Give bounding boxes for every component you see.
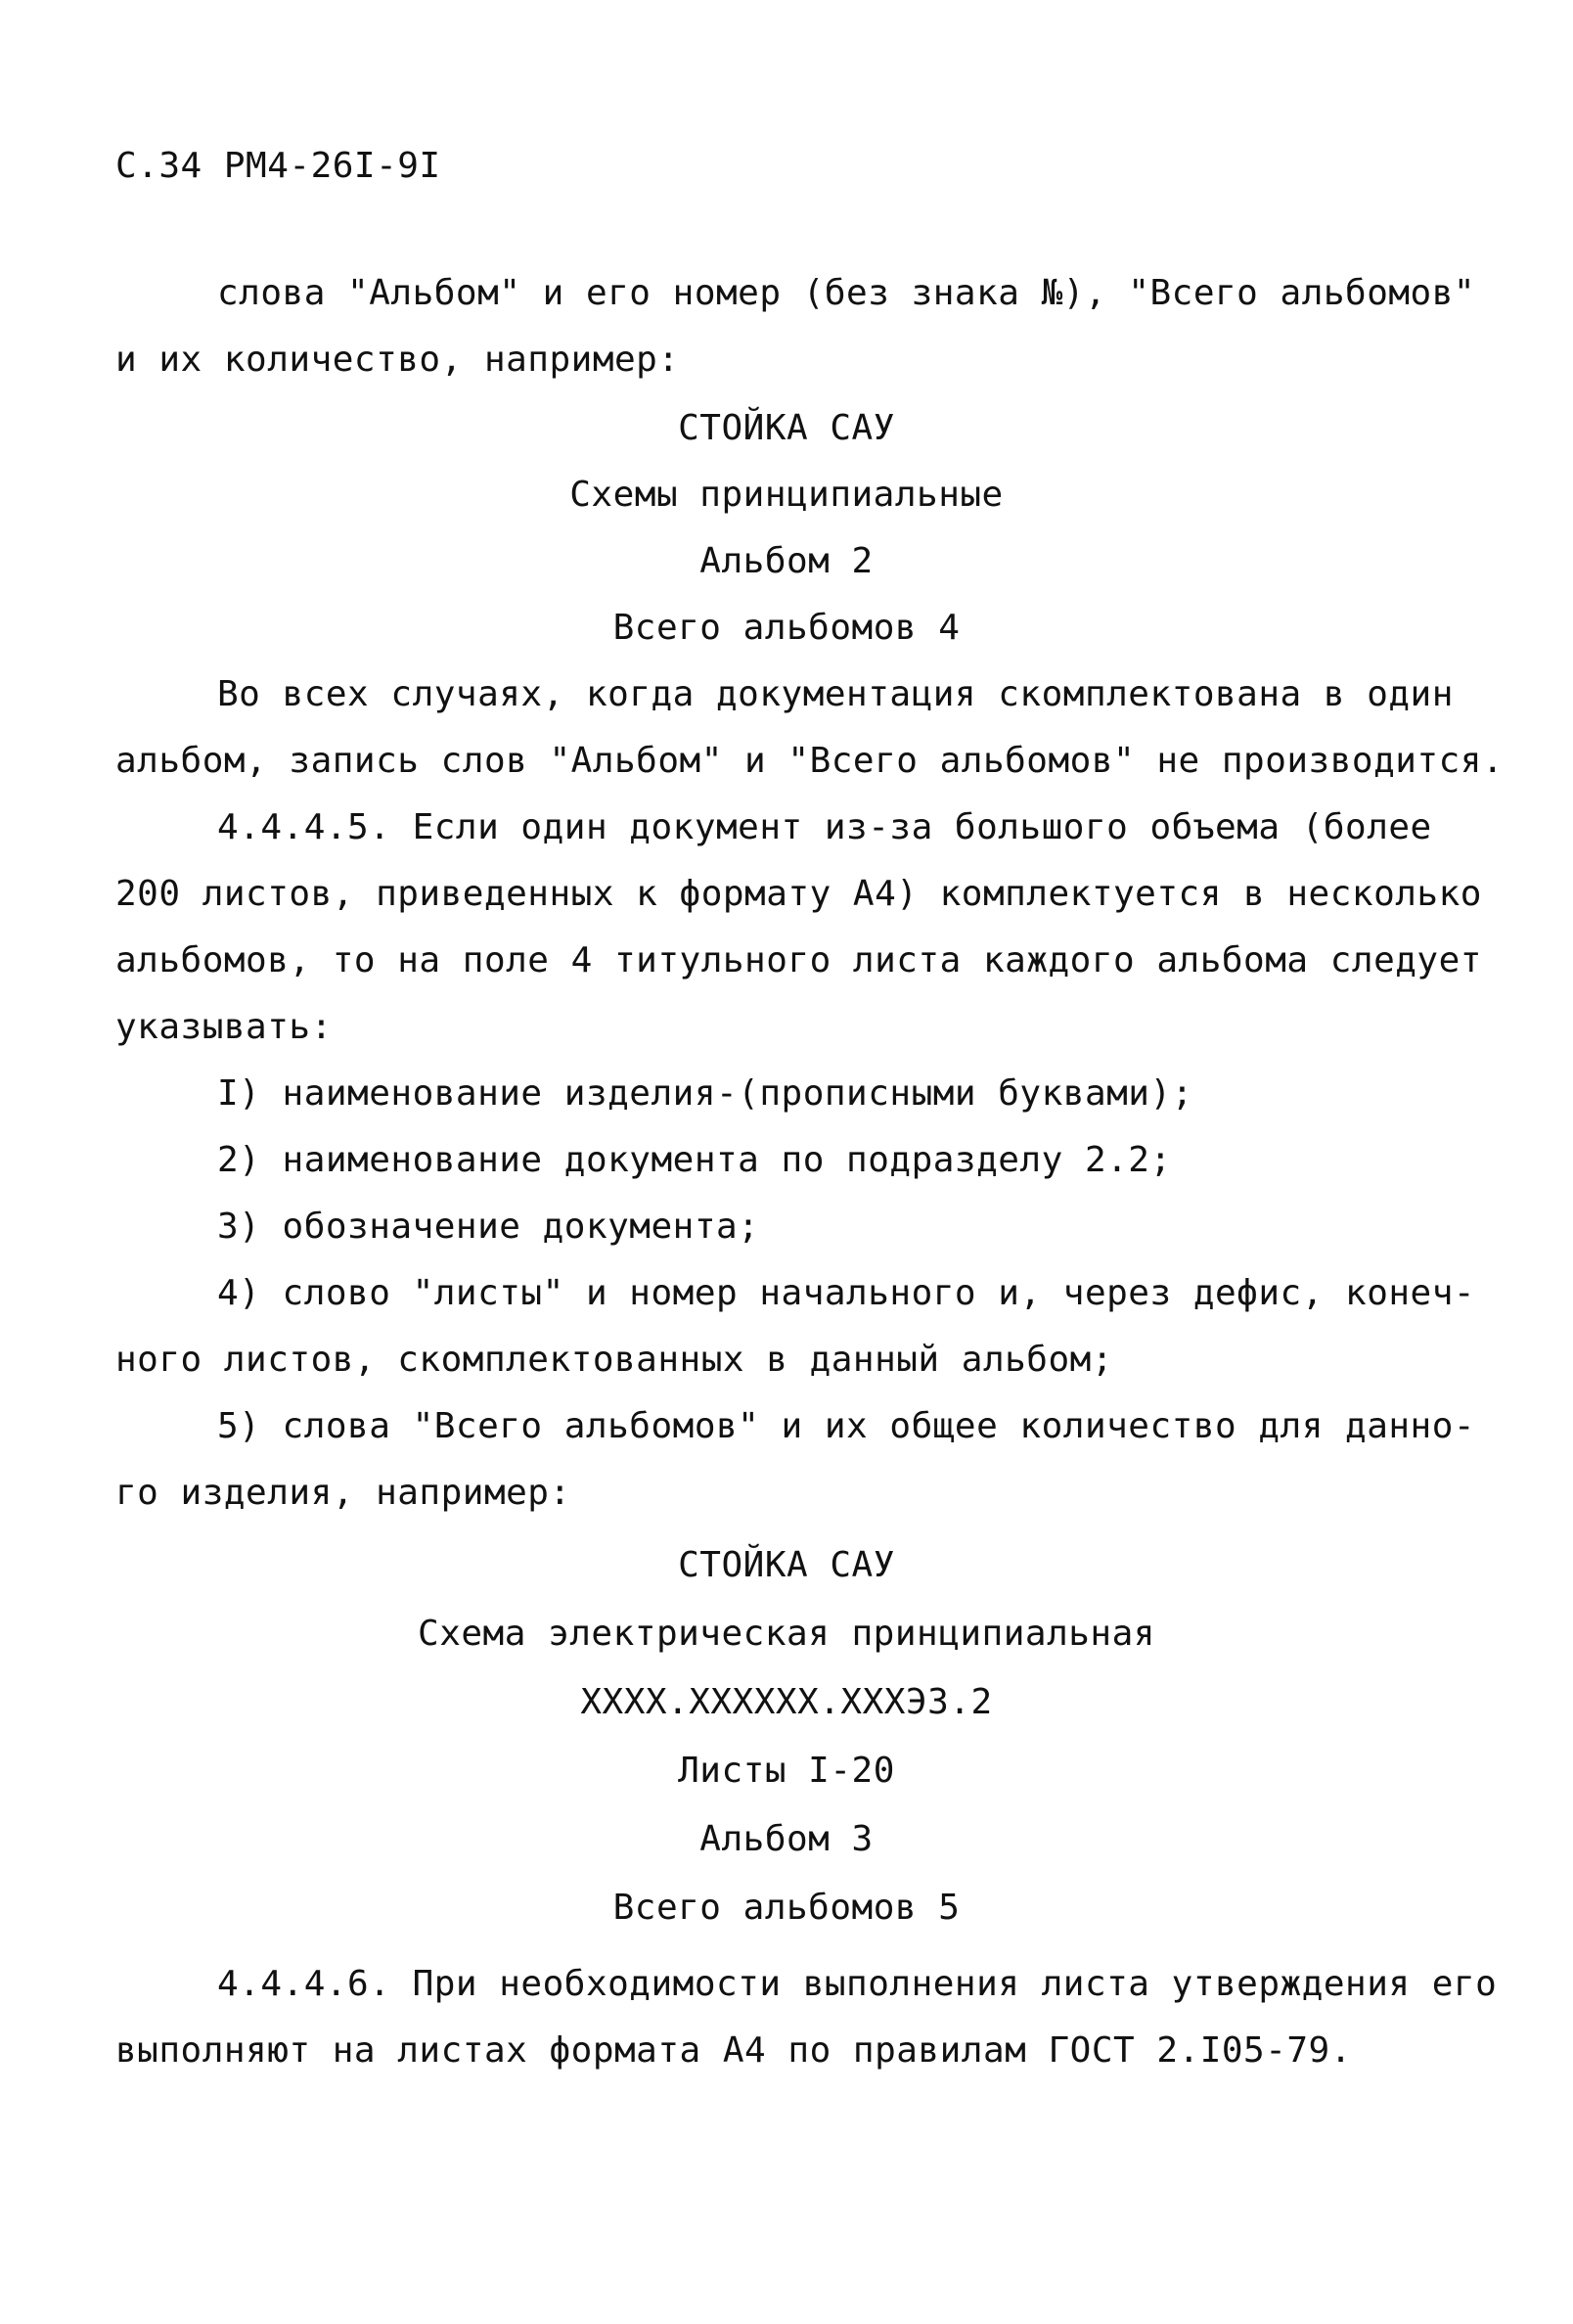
page-header: С.34 РМ4-26I-9I xyxy=(115,146,441,186)
paragraph-line: выполняют на листах формата А4 по правилам ГОСТ 2.I05-79. xyxy=(115,2030,1352,2071)
example-title: СТОЙКА САУ xyxy=(678,408,895,448)
example-total: Всего альбомов 4 xyxy=(612,608,961,648)
list-item: 4) слово "листы" и номер начального и, через дефис, конеч- xyxy=(217,1273,1476,1313)
example-sheets: Листы I-20 xyxy=(678,1751,895,1791)
paragraph-line: 200 листов, приведенных к формату А4) комплектуется в несколько xyxy=(115,874,1482,914)
example-title: СТОЙКА САУ xyxy=(678,1545,895,1585)
list-item: 2) наименование документа по подразделу 2.2; xyxy=(217,1140,1172,1180)
paragraph-line: слова "Альбом" и его номер (без знака №), "Всего альбомов" xyxy=(217,273,1476,313)
paragraph-line: указывать: xyxy=(115,1007,333,1047)
paragraph-line: альбомов, то на поле 4 титульного листа каждого альбома следует xyxy=(115,940,1482,980)
example-album: Альбом 3 xyxy=(699,1819,874,1859)
paragraph-line: Во всех случаях, когда документация скомплектована в один xyxy=(217,674,1454,714)
example-doc-name: Схема электрическая принципиальная xyxy=(418,1614,1155,1654)
example-album: Альбом 2 xyxy=(699,541,874,581)
example-doc-name: Схемы принципиальные xyxy=(569,475,1004,515)
example-code: XXXX.XXXXXX.XXXЭЗ.2 xyxy=(580,1682,993,1722)
list-item: го изделия, например: xyxy=(115,1473,571,1513)
paragraph-line: 4.4.4.5. Если один документ из-за большого объема (более xyxy=(217,807,1432,847)
example-total: Всего альбомов 5 xyxy=(612,1888,961,1928)
paragraph-line: альбом, запись слов "Альбом" и "Всего альбомов" не производится. xyxy=(115,741,1505,781)
list-item: 5) слова "Всего альбомов" и их общее количество для данно- xyxy=(217,1406,1476,1446)
paragraph-line: и их количество, например: xyxy=(115,340,680,380)
list-item: I) наименование изделия-(прописными буквами); xyxy=(217,1073,1193,1114)
paragraph-line: 4.4.4.6. При необходимости выполнения листа утверждения его xyxy=(217,1964,1498,2004)
list-item: ного листов, скомплектованных в данный альбом; xyxy=(115,1340,1113,1380)
list-item: 3) обозначение документа; xyxy=(217,1207,760,1247)
